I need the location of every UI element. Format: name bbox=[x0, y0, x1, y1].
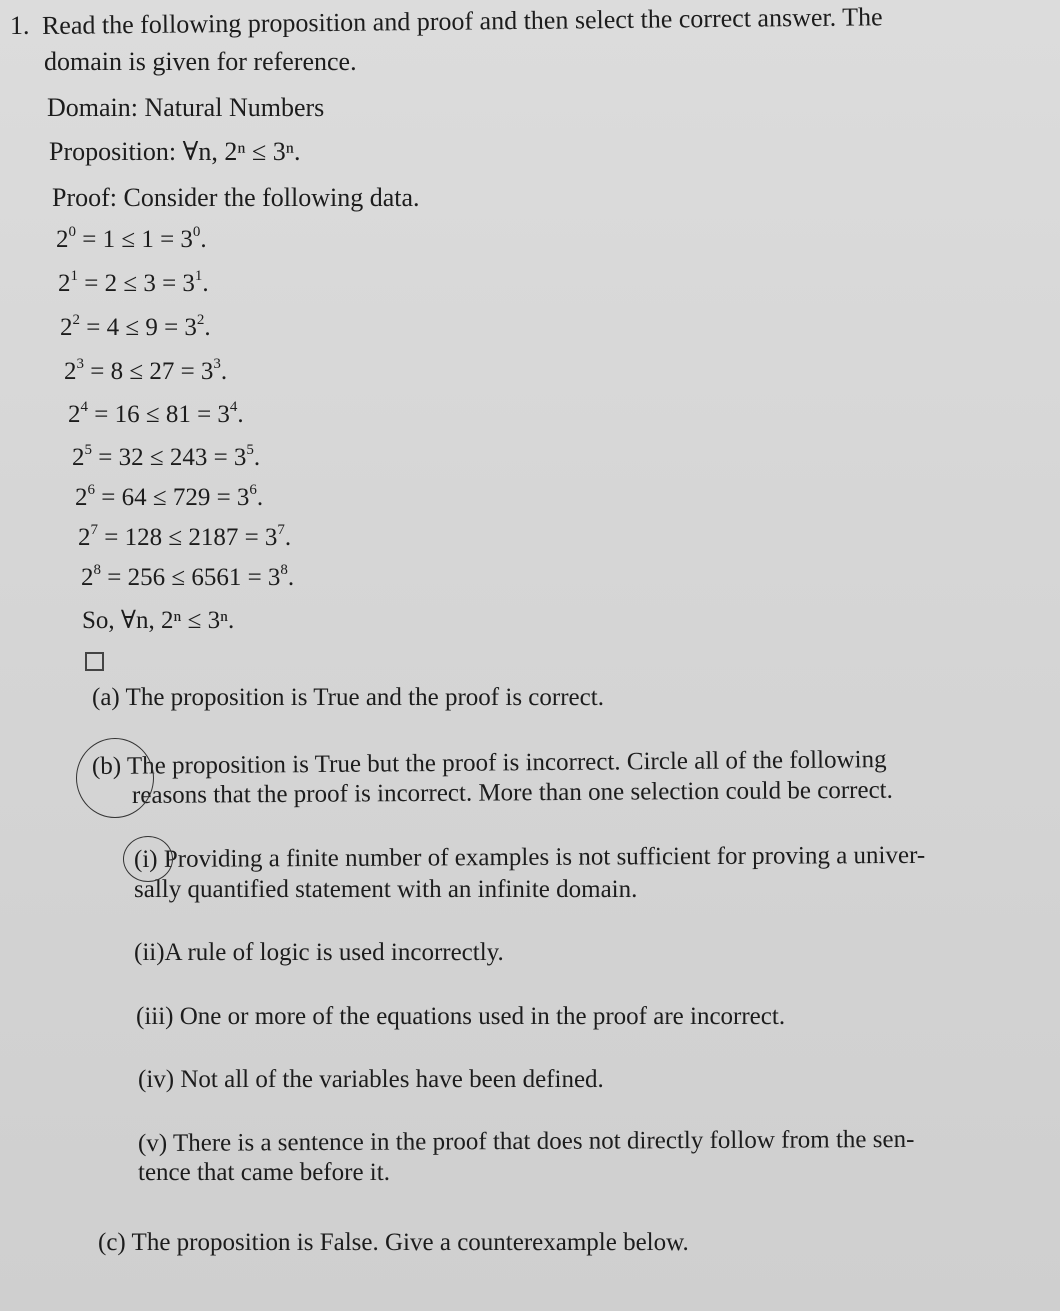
base-two: 2 bbox=[56, 226, 69, 253]
question-prompt-line2: domain is given for reference. bbox=[44, 47, 357, 76]
proof-data-line bbox=[56, 226, 207, 254]
exponent-left: 0 bbox=[68, 224, 76, 240]
proof-data-line bbox=[64, 358, 227, 386]
reason-iii[interactable]: (iii) One or more of the equations used in the proof are incorrect. bbox=[136, 1003, 786, 1030]
reason-iv[interactable]: (iv) Not all of the variables have been defined. bbox=[138, 1066, 604, 1093]
option-a[interactable]: (a) The proposition is True and the proof is correct. bbox=[92, 684, 604, 711]
exponent-right: 0 bbox=[192, 224, 201, 240]
equation-middle: = 256 ≤ 6561 = 3 bbox=[101, 564, 281, 591]
exponent-right: 5 bbox=[246, 442, 254, 458]
base-two: 2 bbox=[58, 270, 71, 297]
exponent-left: 4 bbox=[80, 399, 88, 415]
period: . bbox=[202, 270, 209, 297]
exponent-right: 6 bbox=[249, 482, 257, 498]
equation-middle: = 64 ≤ 729 = 3 bbox=[95, 484, 250, 511]
base-two: 2 bbox=[81, 564, 94, 591]
period: . bbox=[253, 444, 261, 471]
exponent-right: 1 bbox=[194, 268, 203, 284]
proof-data-line bbox=[81, 564, 294, 592]
equation-middle: = 8 ≤ 27 = 3 bbox=[84, 358, 214, 385]
base-two: 2 bbox=[72, 444, 85, 471]
exponent-right: 3 bbox=[213, 356, 221, 372]
equation-middle: = 32 ≤ 243 = 3 bbox=[92, 444, 247, 471]
option-b-line2[interactable]: reasons that the proof is incorrect. More than one selection could be correct. bbox=[131, 776, 893, 809]
proof-data-line bbox=[75, 484, 263, 512]
period: . bbox=[200, 226, 207, 253]
base-two: 2 bbox=[68, 401, 81, 428]
exponent-left: 8 bbox=[93, 562, 101, 578]
option-b-line1[interactable]: (b) The proposition is True but the proof is incorrect. Circle all of the following bbox=[91, 746, 887, 780]
exponent-left: 2 bbox=[72, 312, 80, 328]
proof-data-line bbox=[68, 401, 244, 429]
question-number: 1. bbox=[10, 11, 30, 40]
proposition-label: Proposition: bbox=[49, 137, 177, 166]
base-two: 2 bbox=[64, 358, 77, 385]
option-c[interactable]: (c) The proposition is False. Give a counterexample below. bbox=[98, 1229, 689, 1256]
exponent-left: 3 bbox=[76, 356, 84, 372]
period: . bbox=[237, 401, 244, 428]
equation-middle: = 16 ≤ 81 = 3 bbox=[88, 401, 230, 428]
exponent-right: 8 bbox=[280, 562, 288, 578]
reason-v-line1[interactable]: (v) There is a sentence in the proof that does not directly follow from the sen- bbox=[137, 1125, 915, 1157]
period: . bbox=[287, 564, 295, 591]
proof-data-line bbox=[60, 314, 211, 342]
equation-middle: = 2 ≤ 3 = 3 bbox=[78, 270, 195, 297]
period: . bbox=[256, 484, 264, 511]
proposition bbox=[49, 136, 300, 168]
equation-middle: = 1 ≤ 1 = 3 bbox=[76, 226, 193, 253]
reason-i-line1[interactable]: (i) Providing a finite number of examples is not sufficient for proving a univer- bbox=[133, 841, 926, 873]
period: . bbox=[220, 358, 228, 385]
proposition-expression: ∀n, 2ⁿ ≤ 3ⁿ. bbox=[182, 137, 301, 166]
proof-conclusion: So, ∀n, 2ⁿ ≤ 3ⁿ. bbox=[82, 607, 235, 634]
exponent-right: 2 bbox=[196, 312, 205, 328]
exponent-right: 7 bbox=[277, 522, 285, 538]
reason-v-line2[interactable]: tence that came before it. bbox=[138, 1159, 390, 1186]
equation-middle: = 128 ≤ 2187 = 3 bbox=[98, 524, 278, 551]
answer-checkbox[interactable] bbox=[85, 652, 104, 671]
exponent-left: 1 bbox=[70, 268, 78, 284]
exponent-left: 5 bbox=[84, 442, 92, 458]
base-two: 2 bbox=[75, 484, 88, 511]
reason-ii[interactable]: (ii)A rule of logic is used incorrectly. bbox=[134, 939, 504, 966]
base-two: 2 bbox=[60, 314, 73, 341]
proof-data-line bbox=[72, 444, 260, 472]
exponent-right: 4 bbox=[229, 399, 238, 415]
equation-middle: = 4 ≤ 9 = 3 bbox=[80, 314, 197, 341]
proof-data-line bbox=[58, 270, 209, 298]
exponent-left: 6 bbox=[87, 482, 95, 498]
reason-i-line2[interactable]: sally quantified statement with an infinite domain. bbox=[134, 876, 638, 903]
base-two: 2 bbox=[78, 524, 91, 551]
question-prompt-line1: Read the following proposition and proof and then select the correct answer. The bbox=[41, 2, 883, 40]
period: . bbox=[204, 314, 211, 341]
exponent-left: 7 bbox=[90, 522, 98, 538]
domain-label: Domain: Natural Numbers bbox=[47, 93, 325, 122]
proof-intro: Proof: Consider the following data. bbox=[52, 183, 420, 212]
period: . bbox=[284, 524, 292, 551]
proof-data-line bbox=[78, 524, 291, 552]
